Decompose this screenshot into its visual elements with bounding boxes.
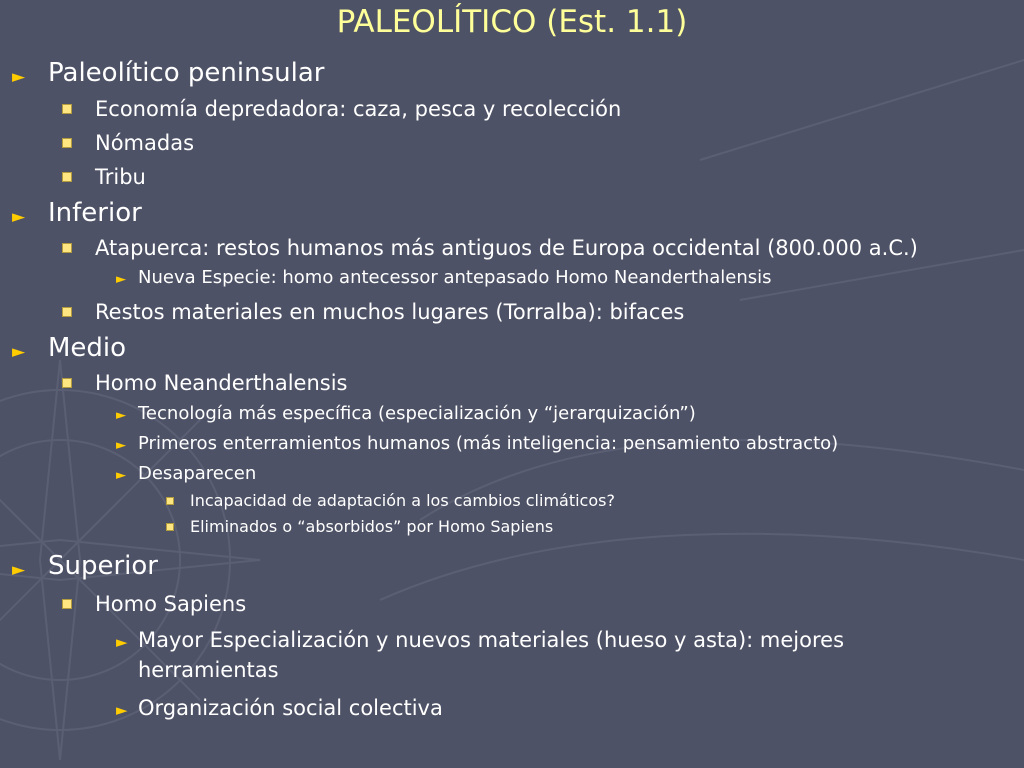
square-bullet-icon xyxy=(62,307,72,317)
list-subitem xyxy=(116,625,916,685)
item-label: Economía depredadora: caza, pesca y recolección xyxy=(95,97,622,121)
list-item xyxy=(62,164,146,190)
section-label: Superior xyxy=(48,551,158,581)
triangle-bullet-icon: ► xyxy=(116,633,128,651)
triangle-bullet-icon: ► xyxy=(116,701,128,719)
list-subsubitem xyxy=(166,491,615,511)
item-label: Tribu xyxy=(95,165,146,189)
triangle-bullet-icon: ► xyxy=(116,468,126,483)
subitem-label: Primeros enterramientos humanos (más inteligencia: pensamiento abstracto) xyxy=(138,433,839,454)
section-label: Paleolítico peninsular xyxy=(48,58,325,88)
subsubitem-label: Eliminados o “absorbidos” por Homo Sapiens xyxy=(190,517,554,536)
triangle-bullet-icon: ► xyxy=(12,207,26,227)
square-bullet-icon xyxy=(62,243,72,253)
subitem-label: Desaparecen xyxy=(138,463,257,484)
section-medio xyxy=(12,333,126,363)
subitem-label: Organización social colectiva xyxy=(138,696,443,720)
triangle-bullet-icon: ► xyxy=(116,438,126,453)
subitem-label: Tecnología más específica (especialización y “jerarquización”) xyxy=(138,403,696,424)
list-subitem xyxy=(116,463,256,485)
list-subitem xyxy=(116,267,772,289)
list-subitem xyxy=(116,433,838,455)
square-bullet-icon xyxy=(62,172,72,182)
section-label: Inferior xyxy=(48,198,142,228)
triangle-bullet-icon: ► xyxy=(116,408,126,423)
list-subitem xyxy=(116,693,443,723)
square-bullet-icon xyxy=(62,138,72,148)
section-superior xyxy=(12,551,158,581)
item-label: Nómadas xyxy=(95,131,195,155)
item-label: Homo Neanderthalensis xyxy=(95,371,348,395)
triangle-bullet-icon: ► xyxy=(116,272,126,287)
list-item xyxy=(62,370,348,396)
square-bullet-icon xyxy=(62,378,72,388)
item-label: Homo Sapiens xyxy=(95,592,247,616)
slide-title: PALEOLÍTICO (Est. 1.1) xyxy=(336,4,688,40)
list-item xyxy=(62,299,684,325)
list-item xyxy=(62,96,621,122)
list-item xyxy=(62,591,246,617)
item-label: Atapuerca: restos humanos más antiguos de Europa occidental (800.000 a.C.) xyxy=(95,236,918,260)
subitem-label: Nueva Especie: homo antecessor antepasado Homo Neanderthalensis xyxy=(138,267,772,288)
list-item xyxy=(62,130,194,156)
list-subitem xyxy=(116,403,696,425)
list-item xyxy=(62,235,918,261)
list-subsubitem xyxy=(166,517,553,537)
section-inferior xyxy=(12,198,142,228)
square-bullet-icon xyxy=(62,599,72,609)
section-paleolitico-peninsular xyxy=(12,58,324,88)
square-bullet-icon xyxy=(166,497,174,505)
subsubitem-label: Incapacidad de adaptación a los cambios climáticos? xyxy=(190,491,615,510)
triangle-bullet-icon: ► xyxy=(12,67,26,87)
triangle-bullet-icon: ► xyxy=(12,342,26,362)
square-bullet-icon xyxy=(166,523,174,531)
section-label: Medio xyxy=(48,333,127,363)
item-label: Restos materiales en muchos lugares (Torralba): bifaces xyxy=(95,300,685,324)
subitem-label: Mayor Especialización y nuevos materiales (hueso y asta): mejores herramientas xyxy=(138,628,845,682)
triangle-bullet-icon: ► xyxy=(12,560,26,580)
square-bullet-icon xyxy=(62,104,72,114)
